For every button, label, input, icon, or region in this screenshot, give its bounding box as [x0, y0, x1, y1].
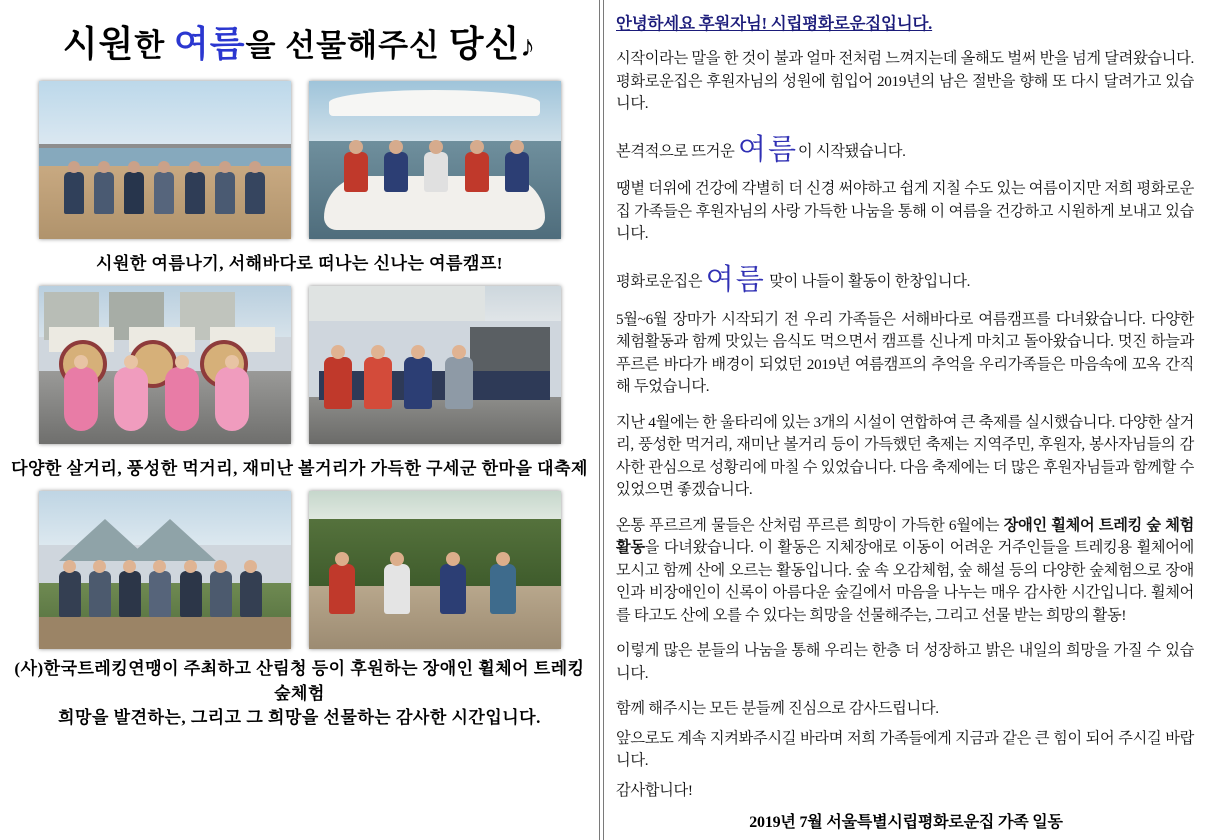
photo-festival-traditional-dance-performance [39, 286, 291, 444]
photo-row-trekking [10, 491, 589, 649]
caption-trekking-line1: (사)한국트레킹연맹이 주최하고 산림청 등이 후원하는 장애인 휠체어 트레킹 숲체험 [14, 659, 585, 703]
photo-forest-trail-trekking-wheelchair [309, 491, 561, 649]
letter-highlight-line-1 [616, 129, 1194, 172]
caption-festival: 다양한 살거리, 풍성한 먹거리, 재미난 볼거리가 가득한 구세군 한마을 대축제 [11, 459, 588, 478]
letter-paragraph-1: 시작이라는 말을 한 것이 불과 얼마 전처럼 느껴지는데 올해도 벌써 반을 넘게 달려왔습니다. 평화로운집은 후원자님의 성원에 힘입어 2019년의 남은 절반을 향해 또 다시 달려가고 있습니다. [616, 50, 1194, 112]
headline-part4: 당신 [448, 24, 521, 64]
music-note-icon: ♪ [520, 30, 537, 63]
caption-trekking [10, 657, 589, 731]
letter-title: 안녕하세요 후원자님! 시립평화로운집입니다. [616, 14, 933, 33]
caption-trekking-line2: 희망을 발견하는, 그리고 그 희망을 선물하는 감사한 시간입니다. [58, 708, 541, 728]
para5-bold: 장애인 휠체어 트레킹 숲 체험활동 [616, 516, 1194, 557]
photo-row-festival [10, 286, 589, 444]
photo-festival-market-stall-volunteers [309, 286, 561, 444]
highlight2-big-word: 여름 [705, 263, 766, 296]
letter-paragraph-6: 이렇게 많은 분들의 나눔을 통해 우리는 한층 더 성장하고 밝은 내일의 희망을 가질 수 있습니다. [616, 642, 1194, 682]
letter-paragraph-4: 지난 4월에는 한 울타리에 있는 3개의 시설이 연합하여 큰 축제를 실시했습니다. 다양한 살거리, 풍성한 먹거리, 재미난 볼거리 등이 가득했던 축제는 지역주민, 후원자, 봉사자님들의 감사한 관심으로 성황리에 마칠 수 있었습니다. 다음 축제에는 더 많은 후원자님들과 함께할 수 있었으면 좋겠습니다. [616, 413, 1194, 499]
photo-boat-ride-life-vest-group [309, 81, 561, 239]
para5-before: 온통 푸르르게 물들은 산처럼 푸르른 희망이 가득한 6월에는 [616, 516, 1004, 534]
highlight2-after: 맞이 나들이 활동이 한창입니다. [765, 272, 971, 290]
highlight1-after: 이 시작됐습니다. [798, 142, 906, 160]
highlight1-big-word: 여름 [737, 133, 798, 166]
letter-highlight-line-2 [616, 259, 1194, 302]
letter-closing-2: 앞으로도 계속 지켜봐주시길 바라며 저희 가족들에게 지금과 같은 큰 힘이 되어 주시길 바랍니다. [616, 729, 1194, 770]
photo-row-camp [10, 81, 589, 239]
photo-mountain-overlook-group-photo [39, 491, 291, 649]
letter-closing-1: 함께 해주시는 모든 분들께 진심으로 감사드립니다. [616, 700, 939, 718]
right-column [604, 0, 1208, 840]
highlight2-before: 평화로운집은 [616, 272, 706, 290]
page-title [10, 16, 589, 67]
letter-closing-3: 감사합니다! [616, 781, 693, 799]
headline-part1: 시원 [62, 24, 135, 64]
headline-part2: 한 [134, 28, 174, 63]
letter-paragraph-2: 땡볕 더위에 건강에 각별히 더 신경 써야하고 쉽게 지칠 수도 있는 여름이지만 저희 평화로운집 가족들은 후원자님의 사랑 가득한 나눔을 통해 이 여름을 건강하고 시원하게 보내고 있습니다. [616, 180, 1194, 243]
caption-camp: 시원한 여름나기, 서해바다로 떠나는 신나는 여름캠프! [96, 254, 503, 273]
headline-highlight: 여름 [173, 24, 246, 64]
para5-after: 을 다녀왔습니다. 이 활동은 지체장애로 이동이 어려운 거주인들을 트레킹용 휠체어에 모시고 함께 산에 오르는 활동입니다. 숲 속 오감체험, 숲 해설 등의 다양한 숲체험으로 장애인과 비장애인이 신록이 아름다운 숲길에서 마음을 나누는 매우 감사한 시간입니다. 휠체어를 타고도 산에 오를 수 있다는 희망을 선물해주는, 그리고 선물 받는 희망의 활동! [616, 539, 1194, 624]
photo-seaside-boardwalk-wheelchair-group [39, 81, 291, 239]
highlight1-before: 본격적으로 뜨거운 [616, 142, 738, 160]
left-column [0, 0, 599, 840]
headline-part3: 을 선물해주신 [245, 28, 449, 63]
letter-paragraph-3: 5월~6월 장마가 시작되기 전 우리 가족들은 서해바다로 여름캠프를 다녀왔습니다. 다양한 체험활동과 함께 맛있는 음식도 먹으면서 캠프를 신나게 마치고 돌아왔습니다. 멋진 하늘과 푸르른 바다가 배경이 되었던 2019년 여름캠프의 추억을 우리가족들은 마음속에 꼬옥 간직해 두었습니다. [616, 310, 1194, 396]
letter-signature: 2019년 7월 서울특별시립평화로운집 가족 일동 [749, 814, 1063, 831]
letter-paragraph-5 [616, 515, 1194, 628]
